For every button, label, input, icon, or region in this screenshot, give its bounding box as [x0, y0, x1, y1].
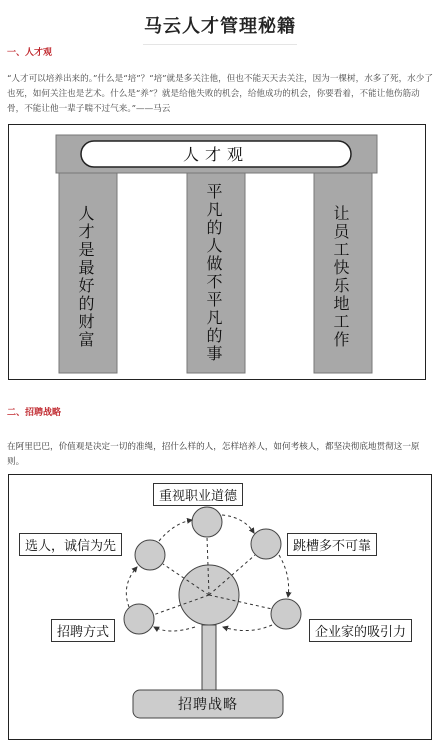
recruitment-diagram — [8, 474, 432, 740]
pillar-2-text: 平凡的人做不平凡的事 — [204, 183, 223, 363]
pillar-3-text: 让员工快乐地工作 — [331, 205, 350, 349]
section-heading-talent-view: 一、人才观 — [7, 48, 53, 58]
label-entrepreneur-appeal: 企业家的吸引力 — [309, 619, 412, 642]
pillar-1-text: 人才是最好的财富 — [76, 205, 95, 349]
label-recruitment-method: 招聘方式 — [51, 619, 115, 642]
talent-view-diagram — [8, 124, 426, 380]
label-recruitment-strategy: 招聘战略 — [178, 697, 238, 713]
section-paragraph-talent-view: “人才可以培养出来的。”什么是“培”？“培”就是多关注他，但也不能天天去关注，因为一棵树，水多了死，水少了也死，如何关注也是艺术。什么是“养”？就是给他失败的机会，给他成功的机会，你要看着，不能让他伤筋动骨，不能让他一辈子喘不过气来。”——马云 — [7, 74, 433, 114]
label-integrity-first: 选人，诚信为先 — [19, 533, 122, 556]
label-professional-ethics: 重视职业道德 — [153, 483, 243, 506]
section-paragraph-recruitment: 在阿里巴巴，价值观是决定一切的准绳，招什么样的人，怎样培养人，如何考核人，都坚决彻底地贯彻这一原则。 — [7, 442, 420, 467]
title-divider — [143, 44, 297, 45]
talent-view-header: 人才观 — [182, 145, 249, 164]
section-heading-recruitment: 二、招聘战略 — [7, 408, 62, 418]
label-job-hopping: 跳槽多不可靠 — [287, 533, 377, 556]
page-title: 马云人才管理秘籍 — [144, 16, 296, 37]
